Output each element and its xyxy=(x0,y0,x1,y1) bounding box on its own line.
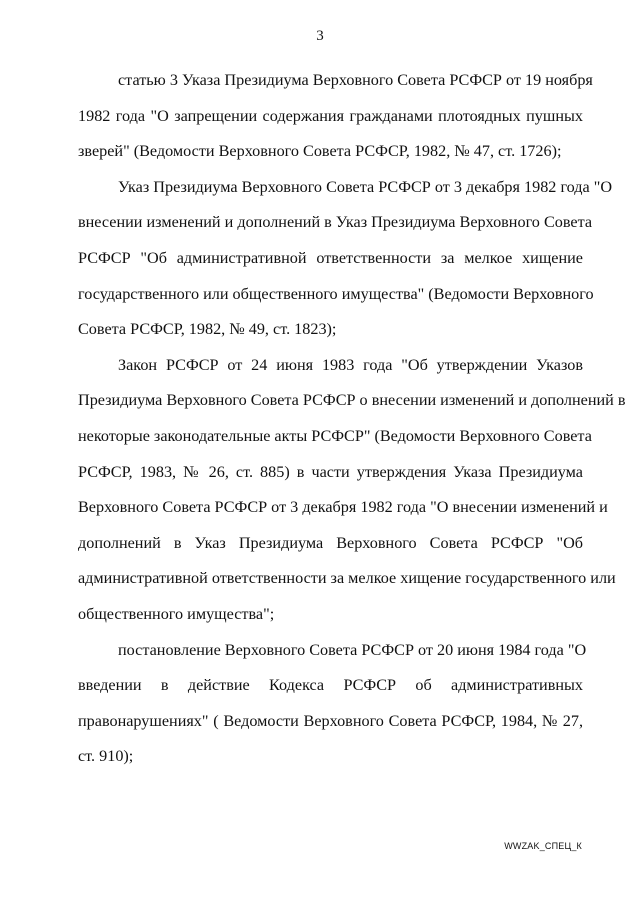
paragraph xyxy=(78,176,613,354)
paragraph xyxy=(78,639,587,781)
text-line: Закон РСФСР от 24 июня 1983 года "Об утверждении Указов xyxy=(118,355,583,374)
text-line: зверей" (Ведомости Верховного Совета РСФСР, 1982, № 47, ст. 1726); xyxy=(78,142,562,161)
text-line: статью 3 Указа Президиума Верховного Совета РСФСР от 19 ноября xyxy=(118,71,593,89)
footer-code: WWZAK_СПЕЦ_К xyxy=(504,841,582,851)
paragraph xyxy=(78,69,593,176)
page-number: 3 xyxy=(316,28,324,44)
document-body xyxy=(78,69,626,781)
text-line: государственного или общественного имущества" (Ведомости Верховного xyxy=(78,284,594,303)
paragraph xyxy=(78,354,626,639)
text-line: 1982 года "О запрещении содержания гражданами плотоядных пушных xyxy=(78,106,583,125)
text-line: РСФСР, 1983, № 26, ст. 885) в части утверждения Указа Президиума xyxy=(78,462,583,481)
text-line: правонарушениях" ( Ведомости Верховного Совета РСФСР, 1984, № 27, xyxy=(78,711,583,730)
text-line: некоторые законодательные акты РСФСР" (Ведомости Верховного Совета xyxy=(78,426,592,445)
text-line: РСФСР "Об административной ответственности за мелкое хищение xyxy=(78,248,583,267)
text-line: ст. 910); xyxy=(78,747,134,766)
text-line: Верховного Совета РСФСР от 3 декабря 1982 года "О внесении изменений и xyxy=(78,498,608,517)
text-line: Президиума Верховного Совета РСФСР о внесении изменений и дополнений в xyxy=(78,391,626,410)
text-line: введении в действие Кодекса РСФСР об административных xyxy=(78,676,583,695)
text-line: дополнений в Указ Президиума Верховного Совета РСФСР "Об xyxy=(78,533,583,552)
text-line: административной ответственности за мелкое хищение государственного или xyxy=(78,569,616,588)
text-line: постановление Верховного Совета РСФСР от 20 июня 1984 года "О xyxy=(118,640,587,659)
text-line: Указ Президиума Верховного Совета РСФСР от 3 декабря 1982 года "О xyxy=(118,177,613,196)
text-line: Совета РСФСР, 1982, № 49, ст. 1823); xyxy=(78,320,337,339)
text-line: общественного имущества"; xyxy=(78,604,275,623)
text-line: внесении изменений и дополнений в Указ Президиума Верховного Совета xyxy=(78,213,593,232)
